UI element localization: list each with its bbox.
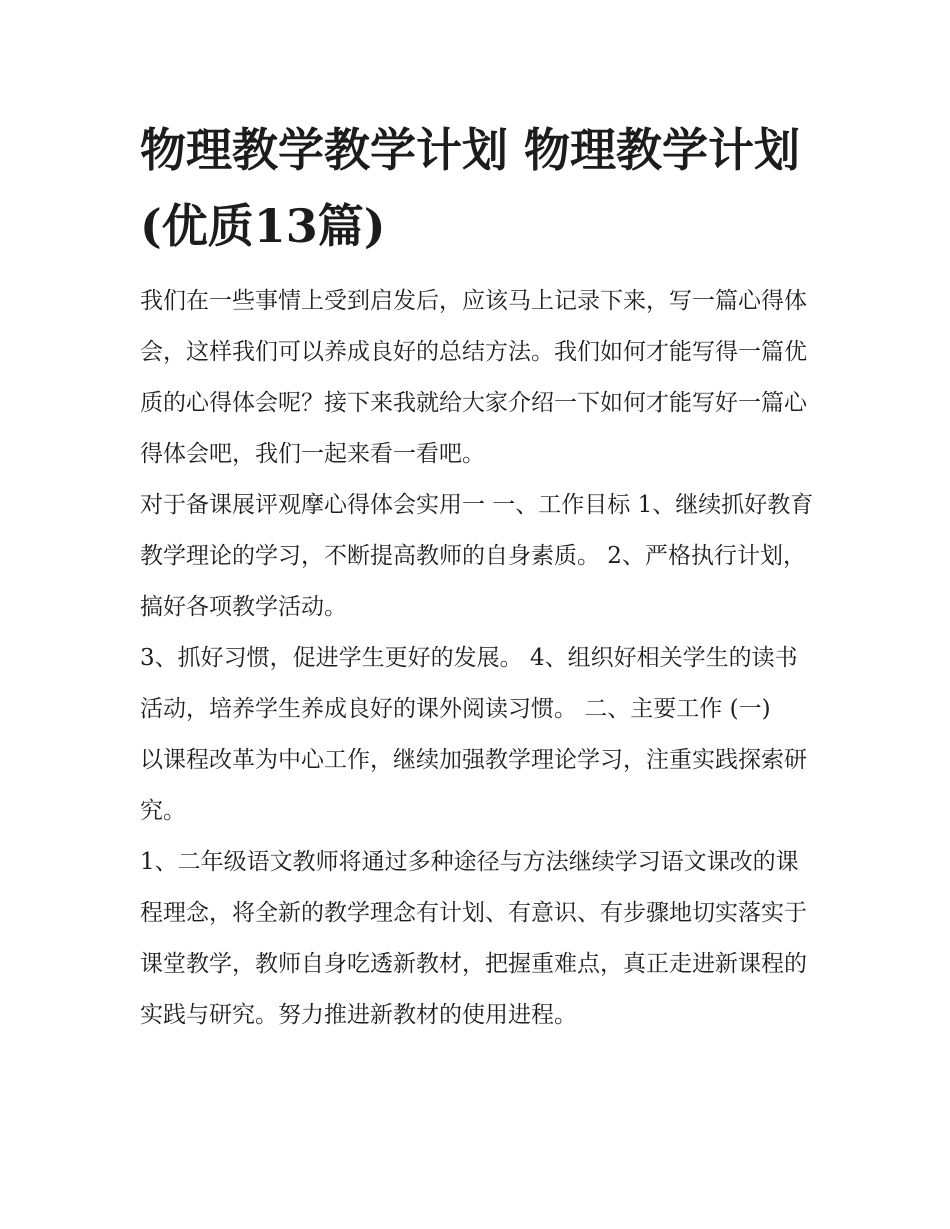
- paragraph-habits: 3、抓好习惯，促进学生更好的发展。 4、组织好相关学生的读书活动，培养学生养成良好的课外阅读习惯。 二、主要工作 (一): [140, 645, 798, 722]
- document-body: [140, 276, 820, 1041]
- paragraph-teacher-study: 1、二年级语文教师将通过多种途径与方法继续学习语文课改的课程理念，将全新的教学理念有计划、有意识、有步骤地切实落实于课堂教学，教师自身吃透新教材，把握重难点，真正走进新课程的实践与研究。努力推进新教材的使用进程。: [140, 849, 807, 1028]
- paragraph-curriculum-reform: 以课程改革为中心工作，继续加强教学理论学习，注重实践探索研究。: [140, 747, 807, 824]
- paragraph-intro: 我们在一些事情上受到启发后，应该马上记录下来，写一篇心得体会，这样我们可以养成良好的总结方法。我们如何才能写得一篇优质的心得体会呢？接下来我就给大家介绍一下如何才能写好一篇心得体会吧，我们一起来看一看吧。: [140, 288, 807, 467]
- paragraph-work-goals: 对于备课展评观摩心得体会实用一 一、工作目标 1、继续抓好教育教学理论的学习，不断提高教师的自身素质。 2、严格执行计划，搞好各项教学活动。: [140, 492, 814, 620]
- document-title: 物理教学教学计划 物理教学计划(优质13篇): [140, 123, 801, 253]
